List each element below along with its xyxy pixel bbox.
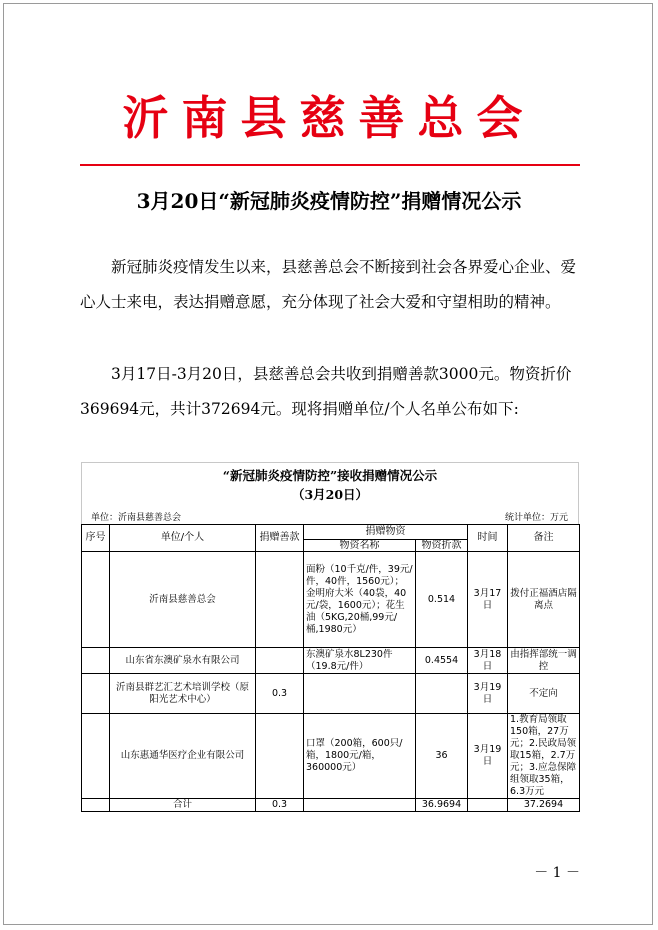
header-donor: 单位/个人 — [110, 525, 256, 552]
cell-cash — [256, 648, 304, 674]
cell-donor: 沂南县慈善总会 — [110, 552, 256, 648]
cell-time: 3月19日 — [468, 714, 508, 799]
cell-no — [82, 648, 110, 674]
cell-donor: 山东省东澳矿泉水有限公司 — [110, 648, 256, 674]
cell-time: 3月17日 — [468, 552, 508, 648]
total-goods-name — [304, 799, 416, 812]
table-row — [82, 552, 580, 648]
header-time: 时间 — [468, 525, 508, 552]
cell-goods-name: 东澳矿泉水8L230件（19.8元/件） — [304, 648, 416, 674]
cell-cash — [256, 714, 304, 799]
header-no: 序号 — [82, 525, 110, 552]
cell-goods-value: 0.4554 — [416, 648, 468, 674]
unit-right: 统计单位：万元 — [504, 513, 568, 523]
header-goods: 捐赠物资 — [304, 525, 468, 540]
total-no — [82, 799, 110, 812]
table-row — [82, 714, 580, 799]
table-subtitle: （3月20日） — [291, 487, 369, 502]
cell-note: 不定向 — [508, 674, 580, 714]
total-cash: 0.3 — [256, 799, 304, 812]
cell-goods-value: 36 — [416, 714, 468, 799]
summary-paragraph: 3月17日-3月20日，县慈善总会共收到捐赠善款3000元。物资折价369694元，共计372694元。现将捐赠单位/个人名单公布如下: — [80, 365, 572, 418]
cell-goods-name — [304, 674, 416, 714]
total-time — [468, 799, 508, 812]
red-rule — [80, 164, 580, 166]
table-row — [82, 648, 580, 674]
cell-donor: 沂南县群艺汇艺术培训学校（原阳光艺术中心） — [110, 674, 256, 714]
cell-note: 拨付正福酒店隔离点 — [508, 552, 580, 648]
table-total-row — [82, 799, 580, 812]
cell-time: 3月19日 — [468, 674, 508, 714]
total-label: 合计 — [110, 799, 256, 812]
org-title: 沂南县慈善总会 — [122, 91, 536, 145]
cell-no — [82, 714, 110, 799]
header-goods-name: 物资名称 — [304, 540, 416, 552]
table-title: “新冠肺炎疫情防控”接收捐赠情况公示 — [222, 468, 438, 483]
cell-no — [82, 552, 110, 648]
intro-paragraph: 新冠肺炎疫情发生以来，县慈善总会不断接到社会各界爱心企业、爱心人士来电，表达捐赠意愿，充分体现了社会大爱和守望相助的精神。 — [80, 258, 577, 311]
page-number: － 1 － — [534, 865, 580, 881]
cell-goods-value: 0.514 — [416, 552, 468, 648]
cell-donor: 山东惠通华医疗企业有限公司 — [110, 714, 256, 799]
table-unit-row — [81, 510, 579, 524]
table-header-row — [82, 525, 580, 540]
table-title-block — [81, 462, 579, 510]
header-cash: 捐赠善款 — [256, 525, 304, 552]
cell-no — [82, 674, 110, 714]
cell-cash: 0.3 — [256, 674, 304, 714]
table-row — [82, 674, 580, 714]
cell-note: 由指挥部统一调控 — [508, 648, 580, 674]
cell-goods-name: 面粉（10千克/件，39元/件，40件，1560元）；金明府大米（40袋，40元/袋，1600元）；花生油（5KG,20桶,99元/桶,1980元） — [304, 552, 416, 648]
header-note: 备注 — [508, 525, 580, 552]
cell-cash — [256, 552, 304, 648]
header-goods-value: 物资折款 — [416, 540, 468, 552]
cell-time: 3月18日 — [468, 648, 508, 674]
total-goods-value: 36.9694 — [416, 799, 468, 812]
cell-note: 1.教育局领取150箱，27万元；2.民政局领取15箱，2.7万元；3.应急保障组领取35箱，6.3万元 — [508, 714, 580, 799]
cell-goods-value — [416, 674, 468, 714]
cell-goods-name: 口罩（200箱，600只/箱，1800元/箱，360000元） — [304, 714, 416, 799]
document-title: 3月20日“新冠肺炎疫情防控”捐赠情况公示 — [136, 189, 522, 213]
donation-table-block — [81, 462, 579, 812]
donation-table — [81, 524, 580, 812]
total-note: 37.2694 — [508, 799, 580, 812]
unit-left: 单位：沂南县慈善总会 — [91, 513, 182, 523]
